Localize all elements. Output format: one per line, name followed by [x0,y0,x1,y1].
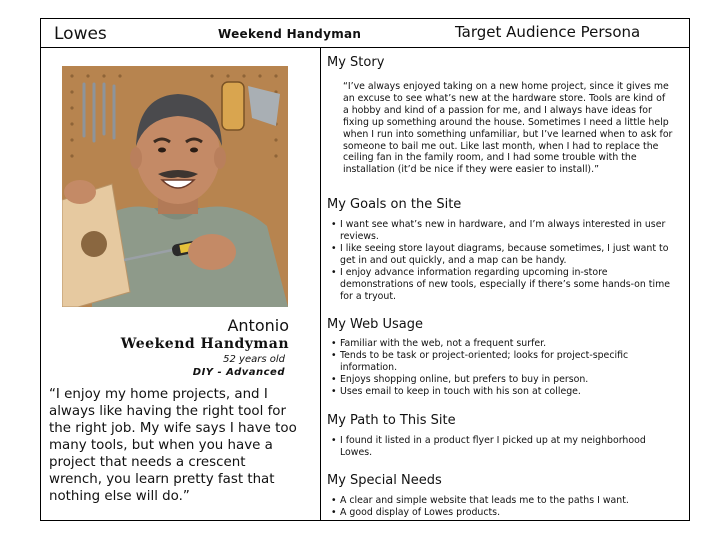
path-heading: My Path to This Site [327,413,456,428]
list-item: • I want see what’s new in hardware, and I’m always interested in user reviews. [331,219,673,243]
persona-skill-level: DIY - Advanced [192,367,285,378]
persona-age: 52 years old [223,354,285,365]
story-text: “I’ve always enjoyed taking on a new home project, since it gives me an excuse to see what’s new at the hardware store. Tools are kind of a hobby and kind of a passion for me, and I always have ideas for fixing up something around the house. Sometimes I need a little help when I run into something unfamiliar, but I’ve learned when to ask for someone to bail me out. Like last month, when I had to replace the ceiling fan in the family room, and I had some trouble with the installation (it’d be nice if they were easier to install).” [343,81,673,176]
list-item: • Uses email to keep in touch with his son at college. [331,386,661,398]
document-title: Target Audience Persona [455,23,641,41]
persona-photo [62,66,288,307]
persona-quote: “I enjoy my home projects, and I always like having the right tool for the right job. My wife says I have too many tools, but when you have a project that needs a crescent wrench, you learn pretty fast that nothing else will do.” [49,387,297,504]
story-heading: My Story [327,55,385,70]
needs-heading: My Special Needs [327,473,442,488]
list-item: • A clear and simple website that leads me to the paths I want. [331,495,679,507]
brand-name: Lowes [54,24,107,44]
list-item: • I found it listed in a product flyer I picked up at my neighborhood Lowes. [331,435,679,459]
path-list [331,435,679,459]
persona-name: Antonio [227,316,289,335]
column-divider [320,47,321,521]
header-divider [40,47,690,48]
list-item: • I enjoy advance information regarding upcoming in-store demonstrations of new tools, especially if there’s some hands-on time for a tryout. [331,267,673,303]
persona-type-heading: Weekend Handyman [218,27,362,41]
persona-role: Weekend Handyman [120,336,289,352]
web-usage-list [331,338,661,398]
goals-list [331,219,673,303]
list-item: • Enjoys shopping online, but prefers to buy in person. [331,374,661,386]
goals-heading: My Goals on the Site [327,197,462,212]
list-item: • Tends to be task or project-oriented; looks for project-specific information. [331,350,661,374]
web-usage-heading: My Web Usage [327,317,424,332]
list-item: • Familiar with the web, not a frequent surfer. [331,338,661,350]
needs-list [331,495,679,519]
list-item: • I like seeing store layout diagrams, because sometimes, I just want to get in and out quickly, and a map can be handy. [331,243,673,267]
list-item: • A good display of Lowes products. [331,507,679,519]
